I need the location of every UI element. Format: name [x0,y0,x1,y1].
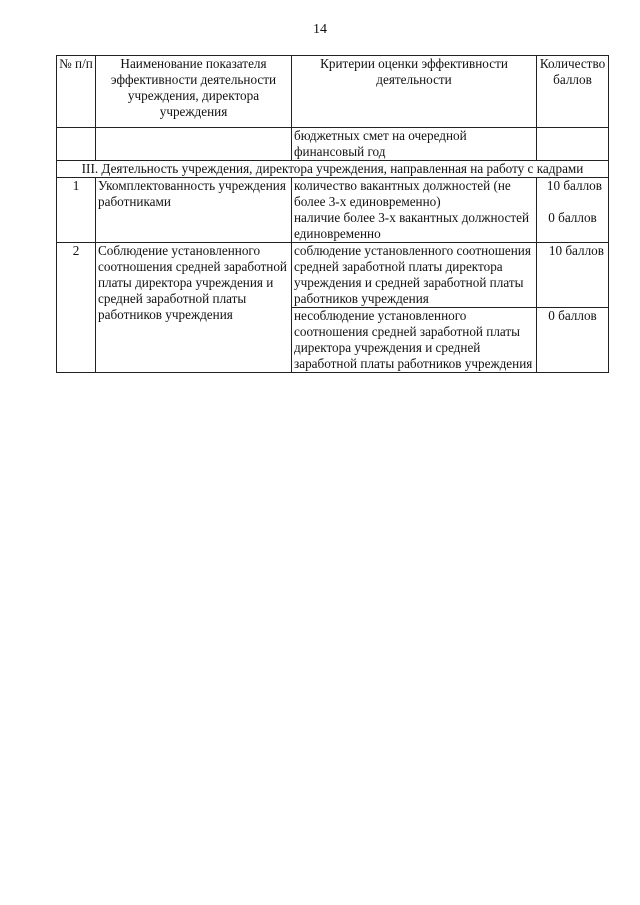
row-1-indicator: Укомплектованность учреждения работниками [96,178,292,243]
header-num: № п/п [57,56,96,128]
row-2-num: 2 [57,243,96,373]
row-2-points-1: 10 баллов [537,243,609,308]
continuation-num [57,128,96,161]
section-row [57,161,609,178]
row-1-points [537,178,609,243]
row-1-num: 1 [57,178,96,243]
continuation-criteria: бюджетных смет на очередной финансовый год [292,128,537,161]
criteria-table [56,55,609,373]
row-1-criterion-2: наличие более 3-х вакантных должностей единовременно [294,210,530,241]
table-header-row [57,56,609,128]
continuation-indicator [96,128,292,161]
row-2-criterion-1: соблюдение установленного соотношения средней заработной платы директора учреждения и средней заработной платы работников учреждения [292,243,537,308]
page-number: 14 [313,22,327,37]
table-row [57,243,609,308]
row-2-points-2: 0 баллов [537,308,609,373]
section-title: III. Деятельность учреждения, директора учреждения, направленная на работу с кадрами [57,161,609,178]
row-1-points-1: 10 баллов [546,178,602,193]
header-points: Количество баллов [537,56,609,128]
header-indicator: Наименование показателя эффективности деятельности учреждения, директора учреждения [96,56,292,128]
continuation-row [57,128,609,161]
row-2-indicator: Соблюдение установленного соотношения средней заработной платы директора учреждения и средней заработной платы работников учреждения [96,243,292,373]
row-1-points-2: 0 баллов [548,210,597,225]
row-1-criteria [292,178,537,243]
header-criteria: Критерии оценки эффективности деятельности [292,56,537,128]
table-row [57,178,609,243]
row-1-criterion-1: количество вакантных должностей (не более 3-х единовременно) [294,178,511,209]
continuation-points [537,128,609,161]
row-2-criterion-2: несоблюдение установленного соотношения средней заработной платы директора учреждения и средней заработной платы работников учреждения [292,308,537,373]
